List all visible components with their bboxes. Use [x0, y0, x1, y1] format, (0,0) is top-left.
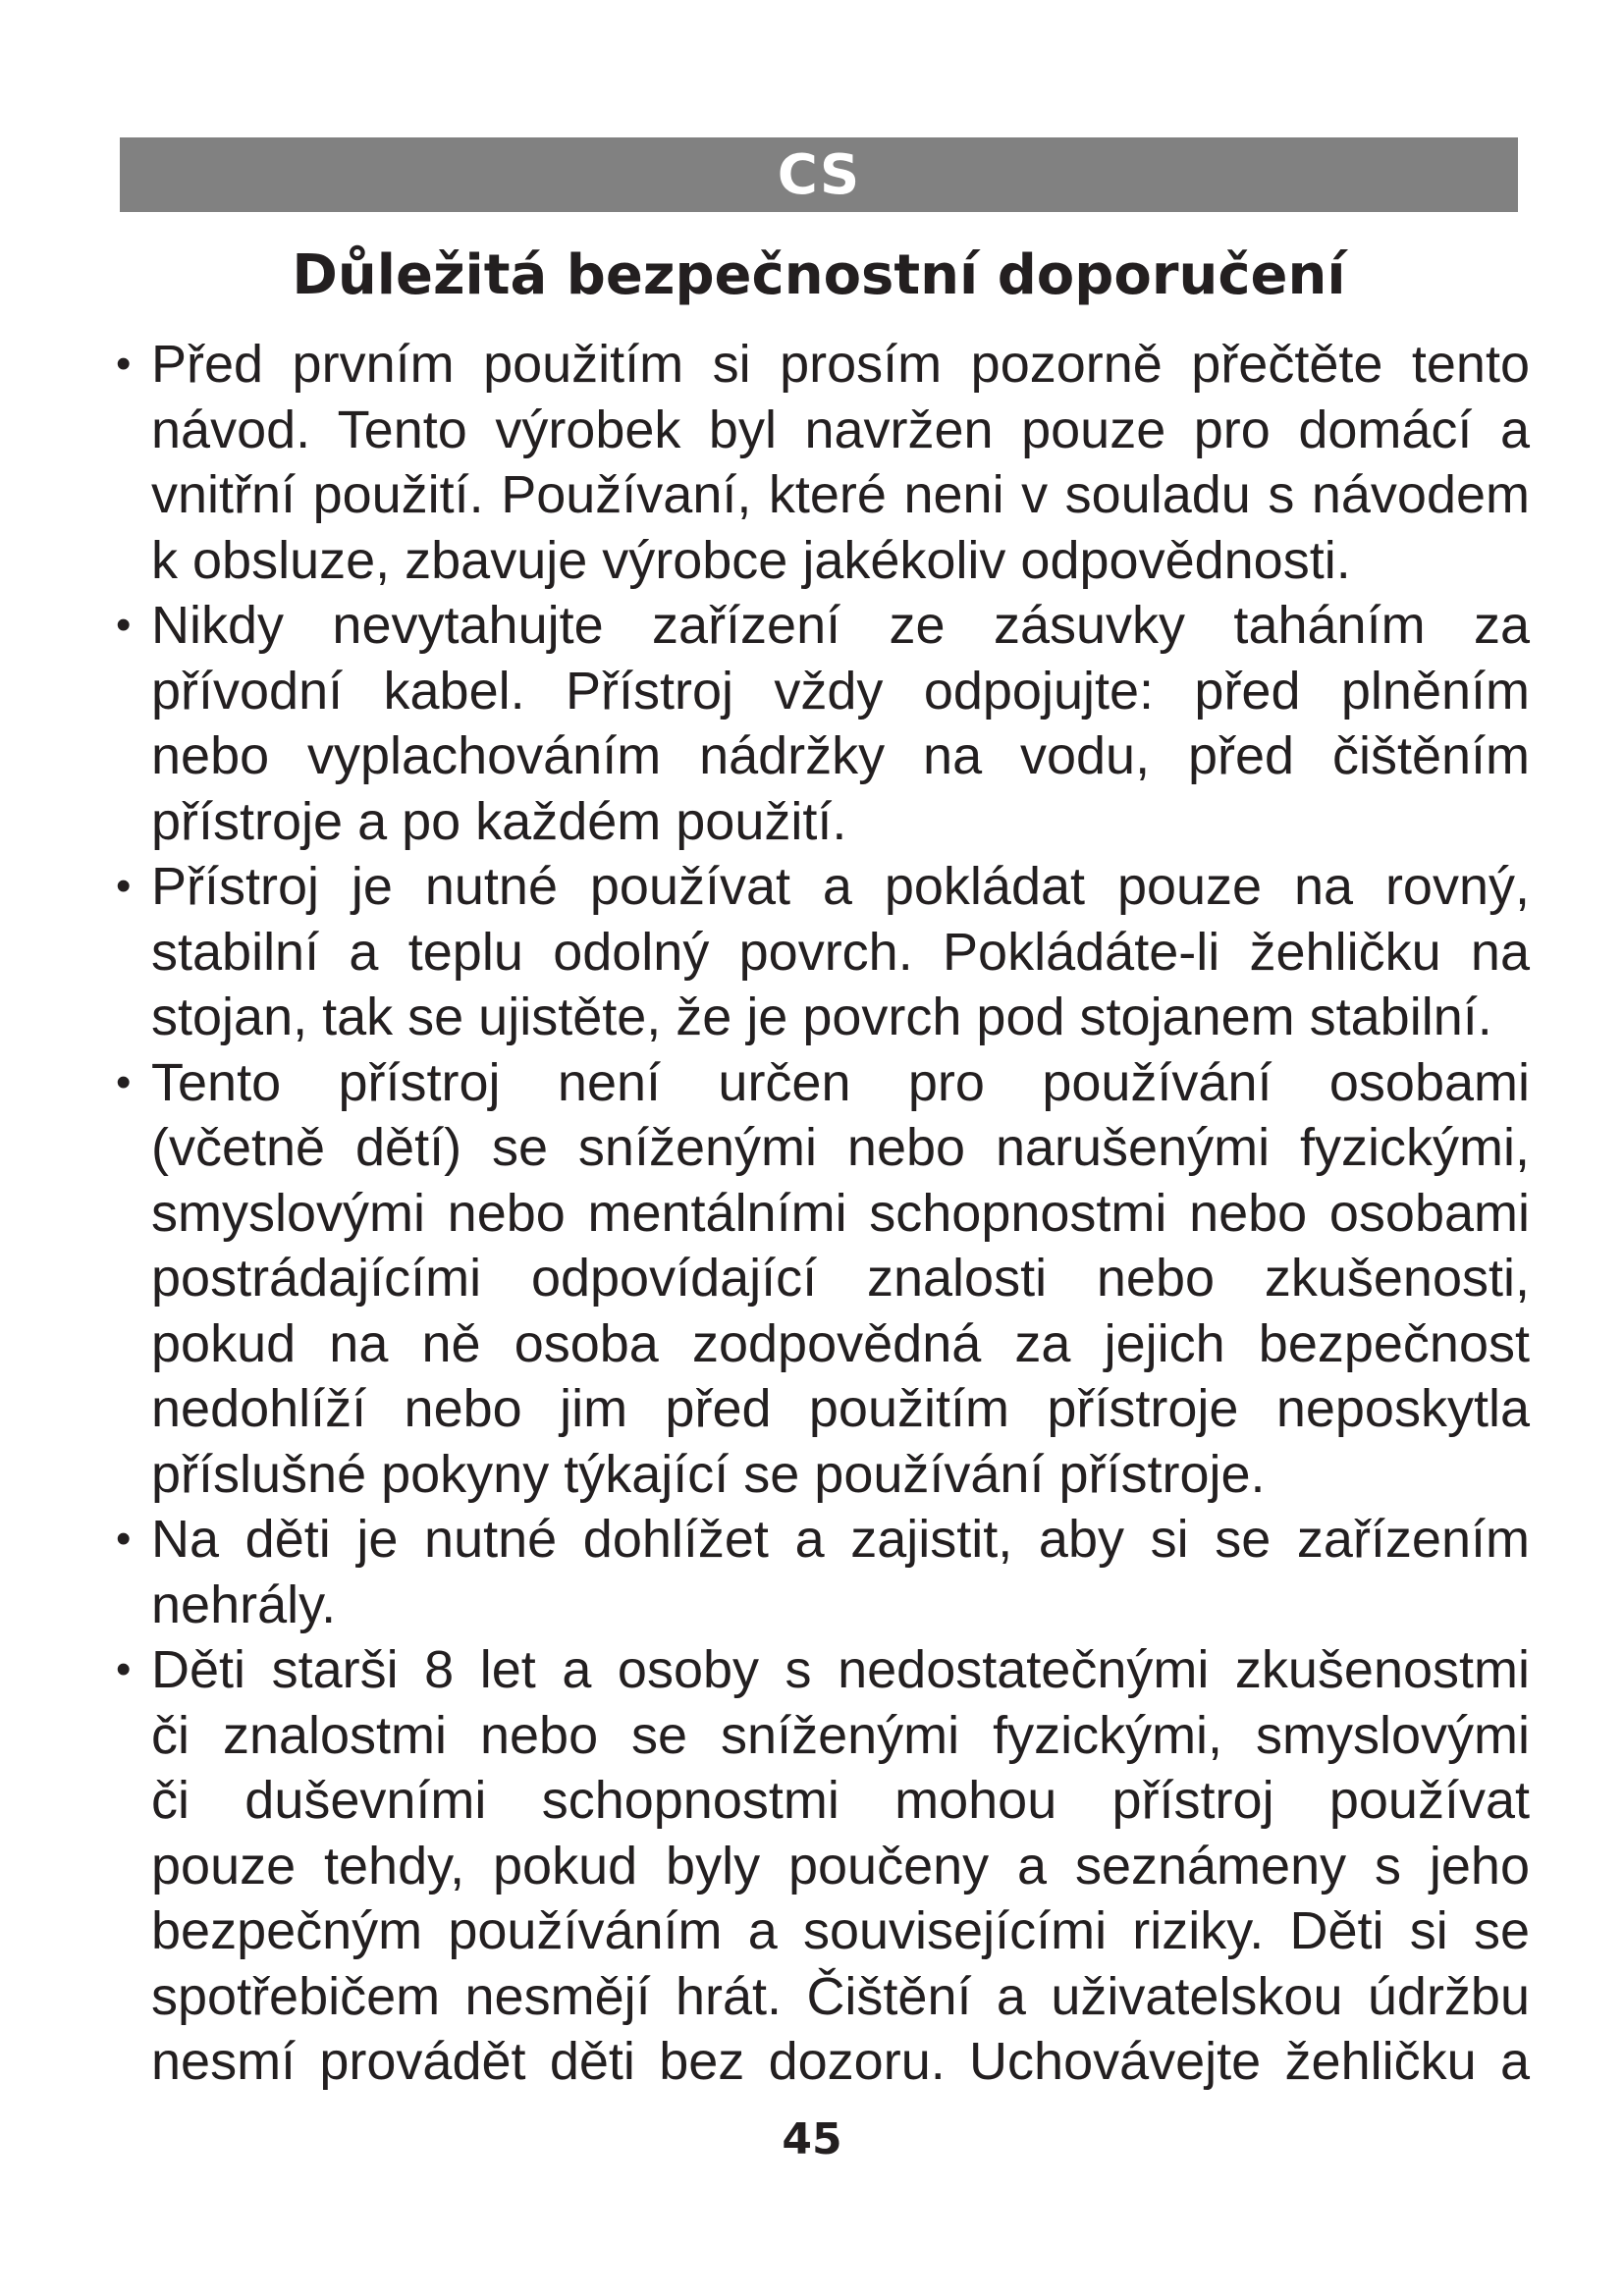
- text-line: pokud na ně osoba zodpovědná za jejich bezpečnost: [151, 1313, 1530, 1373]
- list-item: [116, 854, 1530, 1050]
- text-line: vnitřní použití. Používaní, které neni v souladu s návodem: [151, 465, 1530, 524]
- text-line: Před prvním použitím si prosím pozorně přečtěte tento: [151, 335, 1530, 394]
- text-line: či znalostmi nebo se sníženými fyzickými, smyslovými: [151, 1705, 1530, 1765]
- text-line: přístroje a po každém použití.: [151, 791, 847, 851]
- text-line: postrádajícími odpovídající znalosti nebo zkušenosti,: [151, 1249, 1530, 1308]
- text-line: nesmí provádět děti bez dozoru. Uchovávejte žehličku a: [151, 2032, 1530, 2091]
- text-line: nebo vyplachováním nádržky na vodu, před čištěním: [151, 726, 1530, 785]
- bullet-icon: •: [116, 862, 132, 910]
- list-item: [116, 1637, 1530, 2095]
- text-line: stojan, tak se ujistěte, že je povrch pod stojanem stabilní.: [151, 988, 1492, 1046]
- text-line: návod. Tento výrobek byl navržen pouze pro domácí a: [151, 400, 1530, 459]
- text-line: spotřebičem nesmějí hrát. Čištění a uživatelskou údržbu: [151, 1966, 1530, 2026]
- text-line: nedohlíží nebo jim před použitím přístroje neposkytla: [151, 1379, 1530, 1438]
- bullet-icon: •: [116, 1057, 132, 1106]
- list-item: [116, 1507, 1530, 1637]
- text-line: Přístroj je nutné používat a pokládat pouze na rovný,: [151, 857, 1530, 916]
- page-title: Důležitá bezpečnostní doporučení: [292, 243, 1346, 307]
- text-line: přívodní kabel. Přístroj vždy odpojujte: před plněním: [151, 661, 1530, 721]
- text-line: Na děti je nutné dohlížet a zajistit, aby si se zařízením: [151, 1510, 1530, 1569]
- safety-recommendations-list: [116, 332, 1530, 2095]
- text-line: smyslovými nebo mentálními schopnostmi nebo osobami: [151, 1183, 1530, 1243]
- text-line: Nikdy nevytahujte zařízení ze zásuvky taháním za: [151, 596, 1530, 655]
- language-header-bar: [120, 137, 1518, 212]
- bullet-icon: •: [116, 601, 132, 649]
- list-item: [116, 332, 1530, 593]
- text-line: nehrály.: [151, 1575, 337, 1634]
- page-number: 45: [782, 2114, 842, 2164]
- text-line: bezpečným používáním a souvisejícími riziky. Děti si se: [151, 1901, 1530, 1960]
- text-line: k obsluze, zbavuje výrobce jakékoliv odpovědnosti.: [151, 530, 1351, 590]
- text-line: stabilní a teplu odolný povrch. Pokládáte-li žehličku na: [151, 922, 1530, 982]
- bullet-icon: •: [116, 1645, 132, 1693]
- text-line: pouze tehdy, pokud byly poučeny a seznámeny s jeho: [151, 1836, 1530, 1896]
- bullet-icon: •: [116, 340, 132, 388]
- text-line: či duševními schopnostmi mohou přístroj používat: [151, 1771, 1530, 1830]
- text-line: Děti starši 8 let a osoby s nedostatečnými zkušenostmi: [151, 1640, 1530, 1699]
- text-line: (včetně dětí) se sníženými nebo narušenými fyzickými,: [151, 1118, 1530, 1177]
- list-item: [116, 1050, 1530, 1508]
- text-line: příslušné pokyny týkající se používání přístroje.: [151, 1444, 1266, 1504]
- bullet-icon: •: [116, 1515, 132, 1563]
- list-item: [116, 593, 1530, 854]
- text-line: Tento přístroj není určen pro používání osobami: [151, 1052, 1530, 1112]
- language-code: CS: [777, 142, 861, 207]
